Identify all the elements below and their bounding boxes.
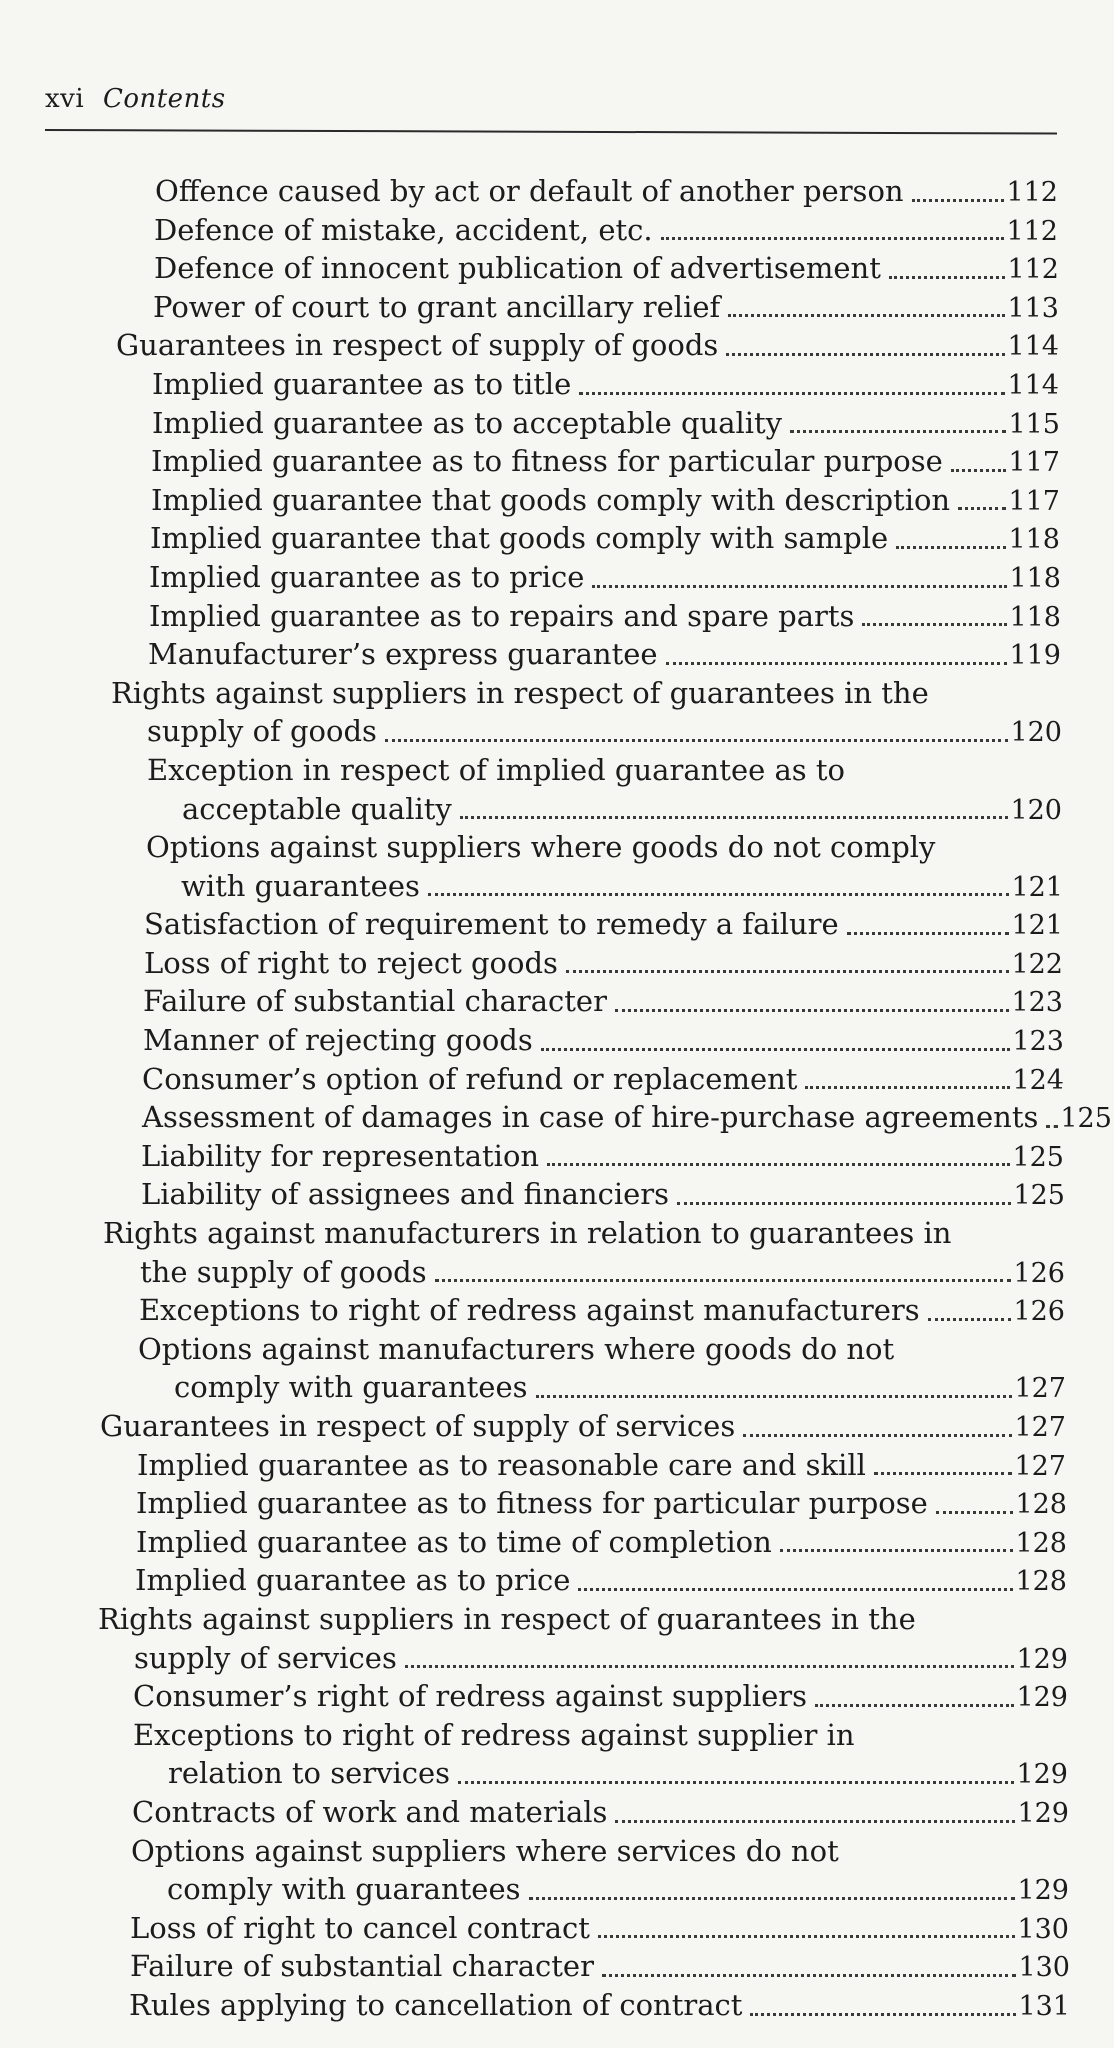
- toc-entry-title: supply of services: [134, 1640, 397, 1675]
- toc-entry: [0, 1754, 1114, 1793]
- toc-entry-title: Implied guarantee as to price: [149, 559, 585, 594]
- dot-leader: [743, 1405, 1012, 1437]
- toc-entry: [0, 1137, 1114, 1176]
- toc-entry-title: Consumer’s option of refund or replacement: [142, 1061, 798, 1096]
- toc-entry: [0, 1986, 1114, 2025]
- toc-entry-title: Exception in respect of implied guarantee as to: [147, 752, 845, 787]
- toc-entry: [0, 674, 1114, 713]
- toc-entry: [0, 1214, 1114, 1253]
- toc-entry: [0, 635, 1114, 674]
- toc-entry-title: Satisfaction of requirement to remedy a failure: [144, 907, 839, 942]
- toc-entry-title: with guarantees: [181, 868, 420, 903]
- toc-entry: [0, 1175, 1114, 1214]
- toc-entry-page: 124: [1012, 1064, 1064, 1096]
- toc-entry-page: 121: [1011, 910, 1063, 942]
- toc-entry-title: Manner of rejecting goods: [143, 1023, 533, 1058]
- toc-entry-page: 126: [1013, 1257, 1065, 1289]
- toc-entry: [0, 1793, 1114, 1832]
- toc-entry-title: Rights against suppliers in respect of guarantees in the: [98, 1601, 916, 1636]
- toc-entry-title: Defence of mistake, accident, etc.: [154, 212, 653, 247]
- dot-leader: [460, 787, 1009, 819]
- toc-entry: [0, 1600, 1114, 1639]
- dot-leader: [912, 170, 1005, 202]
- toc-entry: [0, 1523, 1114, 1562]
- toc-entry-title: Assessment of damages in case of hire-purchase agreements: [142, 1100, 1039, 1135]
- dot-leader: [951, 440, 1007, 472]
- toc-entry-title: supply of goods: [147, 714, 377, 749]
- dot-leader: [602, 1945, 1017, 1977]
- toc-entry: [0, 249, 1114, 288]
- dot-leader: [405, 1636, 1015, 1668]
- toc-entry-title: Implied guarantee as to price: [135, 1563, 571, 1598]
- toc-entry: [0, 172, 1114, 211]
- toc-entry-title: Consumer’s right of redress against suppliers: [133, 1679, 807, 1714]
- toc-entry-page: 128: [1015, 1489, 1067, 1521]
- dot-leader: [529, 1868, 1016, 1900]
- contents-list: [0, 172, 1114, 2025]
- toc-entry-page: 118: [1009, 601, 1061, 633]
- toc-entry-page: 123: [1012, 1026, 1064, 1058]
- toc-entry: [0, 365, 1114, 404]
- toc-entry-title: Failure of substantial character: [143, 984, 607, 1019]
- dot-leader: [615, 1791, 1015, 1823]
- dot-leader: [958, 478, 1006, 510]
- toc-entry-page: 127: [1014, 1412, 1066, 1443]
- toc-entry-page: 117: [1008, 447, 1060, 479]
- toc-entry-page: 130: [1018, 1952, 1070, 1984]
- toc-entry-page: 129: [1016, 1643, 1068, 1675]
- toc-entry: [0, 1407, 1114, 1446]
- dot-leader: [677, 1173, 1011, 1205]
- toc-entry-title: comply with guarantees: [167, 1872, 521, 1907]
- toc-entry: [0, 558, 1114, 597]
- dot-leader: [780, 1520, 1014, 1552]
- toc-entry-title: Options against manufacturers where goods do not: [138, 1331, 895, 1366]
- toc-entry-title: Loss of right to cancel contract: [130, 1910, 590, 1945]
- toc-entry: [0, 1330, 1114, 1369]
- dot-leader: [615, 980, 1010, 1012]
- toc-entry-page: 122: [1011, 948, 1063, 980]
- toc-entry-page: 127: [1014, 1373, 1066, 1405]
- dot-leader: [862, 594, 1007, 626]
- dot-leader: [458, 1752, 1014, 1784]
- dot-leader: [661, 208, 1005, 240]
- dot-leader: [805, 1057, 1010, 1089]
- toc-entry-title: Implied guarantee as to title: [152, 366, 572, 401]
- toc-entry-page: 128: [1015, 1527, 1067, 1559]
- toc-entry-page: 114: [1007, 369, 1059, 401]
- toc-entry-title: comply with guarantees: [174, 1370, 528, 1405]
- toc-entry: [0, 519, 1114, 558]
- toc-entry: [0, 1253, 1114, 1292]
- dot-leader: [889, 247, 1006, 279]
- running-head-title: Contents: [102, 84, 226, 114]
- dot-leader: [928, 1289, 1012, 1321]
- dot-leader: [726, 324, 1005, 356]
- dot-leader: [874, 1443, 1013, 1475]
- toc-entry-page: 121: [1011, 871, 1063, 903]
- toc-entry-page: 125: [1013, 1180, 1065, 1212]
- toc-entry-page: 130: [1017, 1913, 1069, 1945]
- toc-entry-title: Rights against suppliers in respect of guarantees in the: [111, 675, 929, 710]
- toc-entry-title: relation to services: [168, 1756, 451, 1791]
- toc-entry: [0, 905, 1114, 944]
- toc-entry: [0, 828, 1114, 867]
- toc-entry-title: Liability of assignees and financiers: [141, 1177, 670, 1212]
- toc-entry-title: Implied guarantee that goods comply with sample: [150, 521, 889, 556]
- toc-entry: [0, 1677, 1114, 1716]
- dot-leader: [428, 864, 1010, 896]
- toc-entry: [0, 481, 1114, 520]
- dot-leader: [790, 401, 1006, 433]
- toc-entry-page: 114: [1007, 331, 1059, 363]
- dot-leader: [598, 1906, 1016, 1938]
- toc-entry-page: 113: [1007, 292, 1059, 324]
- dot-leader: [385, 710, 1009, 742]
- toc-entry-page: 119: [1009, 640, 1061, 672]
- dot-leader: [936, 1482, 1014, 1514]
- dot-leader: [896, 517, 1006, 549]
- toc-entry-page: 112: [1006, 215, 1058, 247]
- dot-leader: [728, 285, 1005, 317]
- toc-entry: [0, 1832, 1114, 1871]
- toc-entry-title: Implied guarantee as to fitness for particular purpose: [151, 444, 943, 479]
- toc-entry-title: Implied guarantee as to reasonable care and skill: [137, 1447, 866, 1482]
- toc-entry-title: Options against suppliers where services do not: [131, 1833, 839, 1868]
- toc-entry: [0, 1446, 1114, 1485]
- toc-entry-title: Implied guarantee as to time of completion: [136, 1524, 772, 1559]
- toc-entry-title: Offence caused by act or default of another person: [155, 174, 904, 208]
- toc-entry-title: Implied guarantee as to fitness for particular purpose: [136, 1486, 928, 1521]
- dot-leader: [666, 633, 1008, 665]
- toc-entry-title: Guarantees in respect of supply of goods: [116, 328, 719, 363]
- toc-entry-title: Power of court to grant ancillary relief: [153, 289, 721, 324]
- running-head: [45, 84, 226, 114]
- toc-entry: [0, 751, 1114, 790]
- toc-entry-title: Rules applying to cancellation of contract: [129, 1987, 743, 2022]
- toc-entry: [0, 982, 1114, 1021]
- toc-entry-page: 125: [1012, 1141, 1064, 1173]
- toc-entry: [0, 404, 1114, 443]
- toc-entry-page: 123: [1011, 987, 1063, 1019]
- toc-entry: [0, 442, 1114, 481]
- toc-entry-page: 118: [1009, 562, 1061, 594]
- toc-entry-title: Exceptions to right of redress against manufacturers: [139, 1293, 920, 1328]
- toc-entry-page: 129: [1016, 1759, 1068, 1791]
- toc-entry: [0, 1870, 1114, 1909]
- toc-entry-title: acceptable quality: [182, 791, 452, 826]
- dot-leader: [579, 363, 1005, 395]
- toc-entry: [0, 867, 1114, 906]
- toc-entry: [0, 790, 1114, 829]
- toc-entry-page: 120: [1010, 717, 1062, 749]
- toc-entry-title: Exceptions to right of redress against supplier in: [133, 1717, 855, 1752]
- toc-entry: [0, 1021, 1114, 1060]
- toc-entry-title: Defence of innocent publication of advertisement: [154, 251, 881, 286]
- dot-leader: [750, 1984, 1016, 2016]
- toc-entry: [0, 944, 1114, 983]
- toc-entry-title: Implied guarantee as to acceptable quality: [152, 405, 783, 440]
- toc-entry-title: Liability for representation: [141, 1138, 540, 1173]
- toc-entry: [0, 712, 1114, 751]
- toc-entry-page: 115: [1008, 408, 1060, 440]
- toc-entry: [0, 1639, 1114, 1678]
- toc-entry-page: 120: [1010, 794, 1062, 826]
- toc-entry-title: the supply of goods: [140, 1254, 427, 1289]
- toc-entry-title: Implied guarantee as to repairs and spare parts: [149, 598, 855, 633]
- toc-entry: [0, 288, 1114, 327]
- toc-entry-title: Implied guarantee that goods comply with description: [151, 482, 951, 517]
- toc-entry-title: Options against suppliers where goods do not comply: [146, 830, 936, 865]
- toc-entry: [0, 1060, 1114, 1099]
- toc-entry-page: 128: [1015, 1566, 1067, 1598]
- toc-entry-page: 118: [1008, 524, 1060, 556]
- dot-leader: [435, 1250, 1012, 1282]
- toc-entry-title: Contracts of work and materials: [132, 1794, 608, 1829]
- toc-entry-page: 117: [1008, 485, 1060, 517]
- dot-leader: [566, 941, 1010, 973]
- toc-entry: [0, 1484, 1114, 1523]
- toc-entry: [0, 1291, 1114, 1330]
- toc-entry-page: 129: [1017, 1797, 1069, 1829]
- toc-entry-page: 112: [1006, 177, 1058, 208]
- toc-entry-page: 127: [1014, 1450, 1066, 1482]
- dot-leader: [547, 1134, 1010, 1166]
- toc-entry-page: 131: [1018, 1990, 1070, 2022]
- toc-entry-title: Manufacturer’s express guarantee: [148, 637, 658, 672]
- toc-entry-page: 129: [1016, 1682, 1068, 1714]
- toc-entry-title: Rights against manufacturers in relation to guarantees in: [103, 1216, 952, 1251]
- toc-entry-page: 112: [1007, 254, 1059, 286]
- toc-entry-title: Failure of substantial character: [130, 1949, 594, 1984]
- toc-entry: [0, 1098, 1114, 1137]
- page-number: xvi: [45, 84, 85, 114]
- dot-leader: [541, 1019, 1011, 1051]
- toc-entry: [0, 1909, 1114, 1948]
- toc-entry: [0, 211, 1114, 250]
- dot-leader: [1046, 1096, 1058, 1128]
- toc-entry: [0, 1716, 1114, 1755]
- header-rule: [45, 129, 1057, 135]
- toc-entry: [0, 326, 1114, 365]
- dot-leader: [578, 1559, 1013, 1591]
- dot-leader: [536, 1366, 1013, 1398]
- toc-entry: [0, 1947, 1114, 1986]
- dot-leader: [847, 903, 1010, 935]
- toc-entry-page: 126: [1013, 1296, 1065, 1328]
- toc-entry-page: 129: [1017, 1875, 1069, 1907]
- toc-entry: [0, 1561, 1114, 1600]
- dot-leader: [815, 1675, 1014, 1707]
- dot-leader: [592, 556, 1007, 588]
- toc-entry-title: Loss of right to reject goods: [144, 945, 558, 980]
- toc-entry-title: Guarantees in respect of supply of services: [100, 1409, 736, 1443]
- toc-entry: [0, 1368, 1114, 1407]
- toc-entry-page: 125: [1060, 1103, 1112, 1135]
- toc-entry: [0, 597, 1114, 636]
